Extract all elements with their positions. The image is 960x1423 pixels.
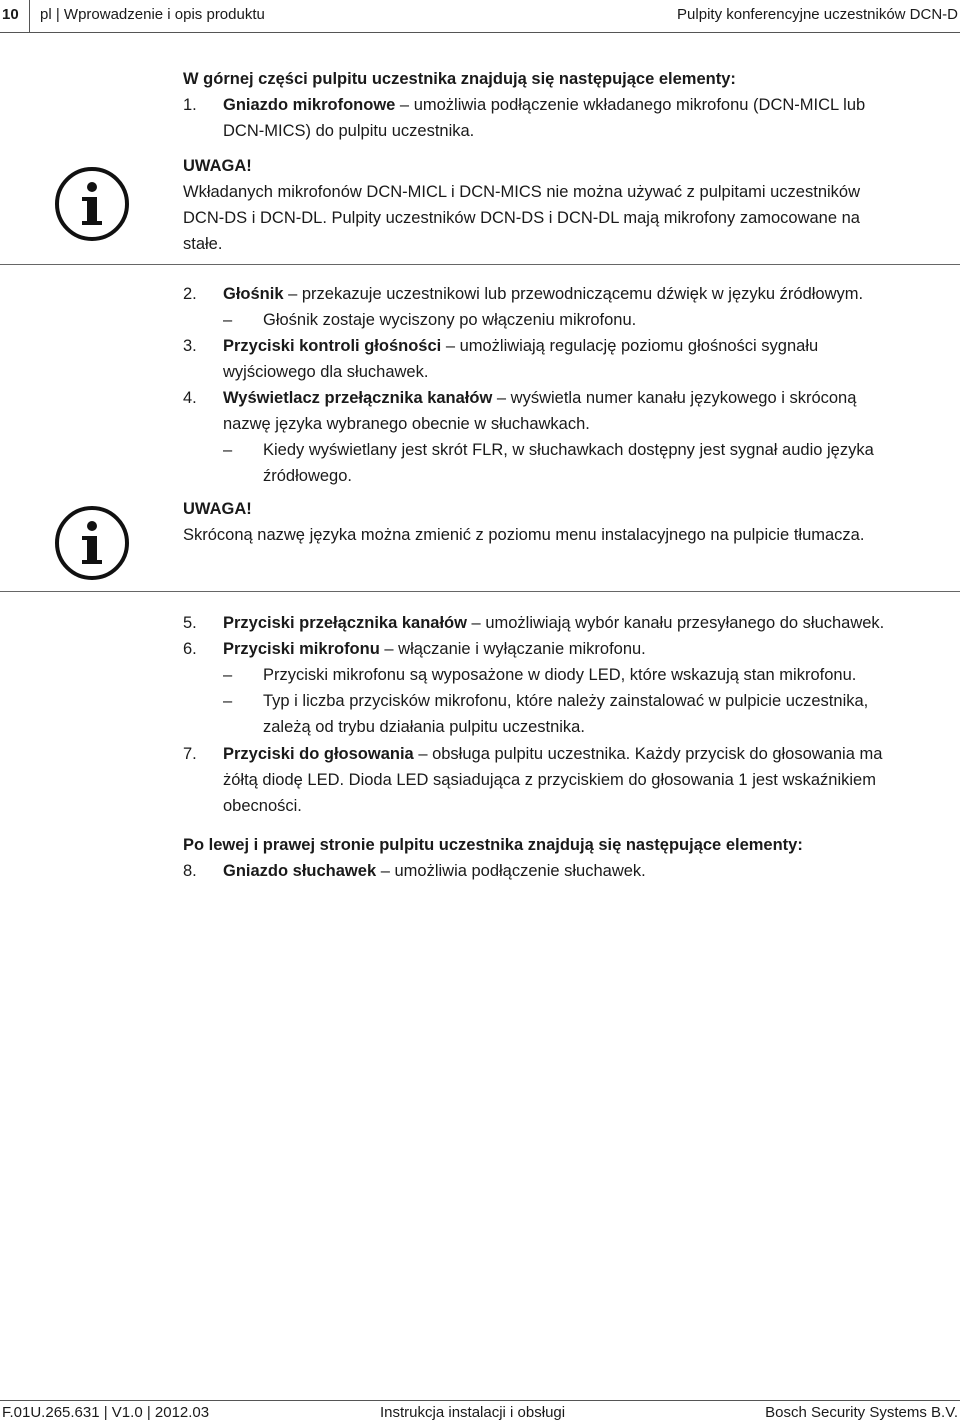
item-text: – przekazuje uczestnikowi lub przewodniczącemu dźwięk w języku źródłowym. <box>283 285 864 303</box>
item-text: – włączanie i wyłączanie mikrofonu. <box>379 640 646 658</box>
sub-bullet: – <box>223 441 233 459</box>
sub-item-text-continuation: zależą od trybu działania pulpitu uczestnika. <box>263 718 585 736</box>
list-item <box>223 283 863 305</box>
sub-item-text: Przyciski mikrofonu są wyposażone w diody LED, które wskazują stan mikrofonu. <box>263 666 857 684</box>
item-term: Gniazdo mikrofonowe <box>223 96 396 114</box>
note-text: DCN-DS i DCN-DL. Pulpity uczestników DCN-DS i DCN-DL mają mikrofony zamocowane na <box>183 209 860 227</box>
item-text-continuation: nazwę języka wybranego obecnie w słuchawkach. <box>223 415 590 433</box>
sub-item-text: Typ i liczba przycisków mikrofonu, które należy zainstalować w pulpicie uczestnika, <box>263 692 869 710</box>
page-number: 10 <box>2 6 19 23</box>
item-term: Wyświetlacz przełącznika kanałów <box>223 389 493 407</box>
list-item <box>223 612 884 634</box>
item-text: – umożliwia podłączenie słuchawek. <box>376 862 646 880</box>
divider <box>0 591 960 592</box>
item-number: 7. <box>183 745 197 763</box>
list-item <box>223 94 865 116</box>
note-text: stałe. <box>183 235 223 253</box>
section-title: pl | Wprowadzenie i opis produktu <box>40 6 265 23</box>
side-heading: Po lewej i prawej stronie pulpitu uczestnika znajdują się następujące elementy: <box>183 836 803 854</box>
item-text: – umożliwia podłączenie wkładanego mikrofonu (DCN-MICL lub <box>395 96 866 114</box>
sub-item-text-continuation: źródłowego. <box>263 467 352 485</box>
sub-bullet: – <box>223 311 233 329</box>
item-term: Przyciski przełącznika kanałów <box>223 614 467 632</box>
item-number: 1. <box>183 96 197 114</box>
list-item <box>223 387 856 409</box>
item-number: 5. <box>183 614 197 632</box>
item-text-continuation: wyjściowego dla słuchawek. <box>223 363 429 381</box>
list-item <box>223 860 646 882</box>
item-term: Głośnik <box>223 285 284 303</box>
item-number: 6. <box>183 640 197 658</box>
item-text-continuation: obecności. <box>223 797 302 815</box>
item-term: Przyciski do głosowania <box>223 745 414 763</box>
page-footer <box>0 1400 960 1423</box>
document-id: F.01U.265.631 | V1.0 | 2012.03 <box>2 1404 210 1421</box>
list-item <box>223 335 818 357</box>
item-number: 3. <box>183 337 197 355</box>
divider <box>0 264 960 265</box>
item-text-continuation: DCN-MICS) do pulpitu uczestnika. <box>223 122 475 140</box>
note-text: Wkładanych mikrofonów DCN-MICL i DCN-MICS nie można używać z pulpitami uczestników <box>183 183 860 201</box>
item-number: 2. <box>183 285 197 303</box>
intro-heading: W górnej części pulpitu uczestnika znajdują się następujące elementy: <box>183 70 736 88</box>
item-term: Przyciski mikrofonu <box>223 640 380 658</box>
sub-bullet: – <box>223 666 233 684</box>
header-divider <box>29 0 30 33</box>
note-text: Skróconą nazwę języka można zmienić z poziomu menu instalacyjnego na pulpicie tłumacza. <box>183 526 865 544</box>
info-icon <box>54 505 130 581</box>
item-number: 4. <box>183 389 197 407</box>
document-type: Instrukcja instalacji i obsługi <box>380 1404 566 1421</box>
info-icon <box>54 166 130 242</box>
sub-item-text: Kiedy wyświetlany jest skrót FLR, w słuchawkach dostępny jest sygnał audio języka <box>263 441 874 459</box>
company-name: Bosch Security Systems B.V. <box>765 1404 958 1421</box>
item-text-continuation: żółtą diodę LED. Dioda LED sąsiadująca z przyciskiem do głosowania 1 jest wskaźnikiem <box>223 771 876 789</box>
item-term: Gniazdo słuchawek <box>223 862 377 880</box>
sub-item-text: Głośnik zostaje wyciszony po włączeniu mikrofonu. <box>263 311 637 329</box>
note-label: UWAGA! <box>183 500 252 518</box>
item-number: 8. <box>183 862 197 880</box>
item-term: Przyciski kontroli głośności <box>223 337 442 355</box>
list-item <box>223 743 882 765</box>
note-label: UWAGA! <box>183 157 252 175</box>
item-text: – wyświetla numer kanału językowego i skróconą <box>492 389 857 407</box>
item-text: – obsługa pulpitu uczestnika. Każdy przycisk do głosowania ma <box>413 745 883 763</box>
sub-bullet: – <box>223 692 233 710</box>
page-header <box>0 0 960 33</box>
item-text: – umożliwiają regulację poziomu głośności sygnału <box>441 337 819 355</box>
list-item <box>223 638 646 660</box>
document-title: Pulpity konferencyjne uczestników DCN-D <box>677 6 958 23</box>
item-text: – umożliwiają wybór kanału przesyłanego do słuchawek. <box>466 614 885 632</box>
